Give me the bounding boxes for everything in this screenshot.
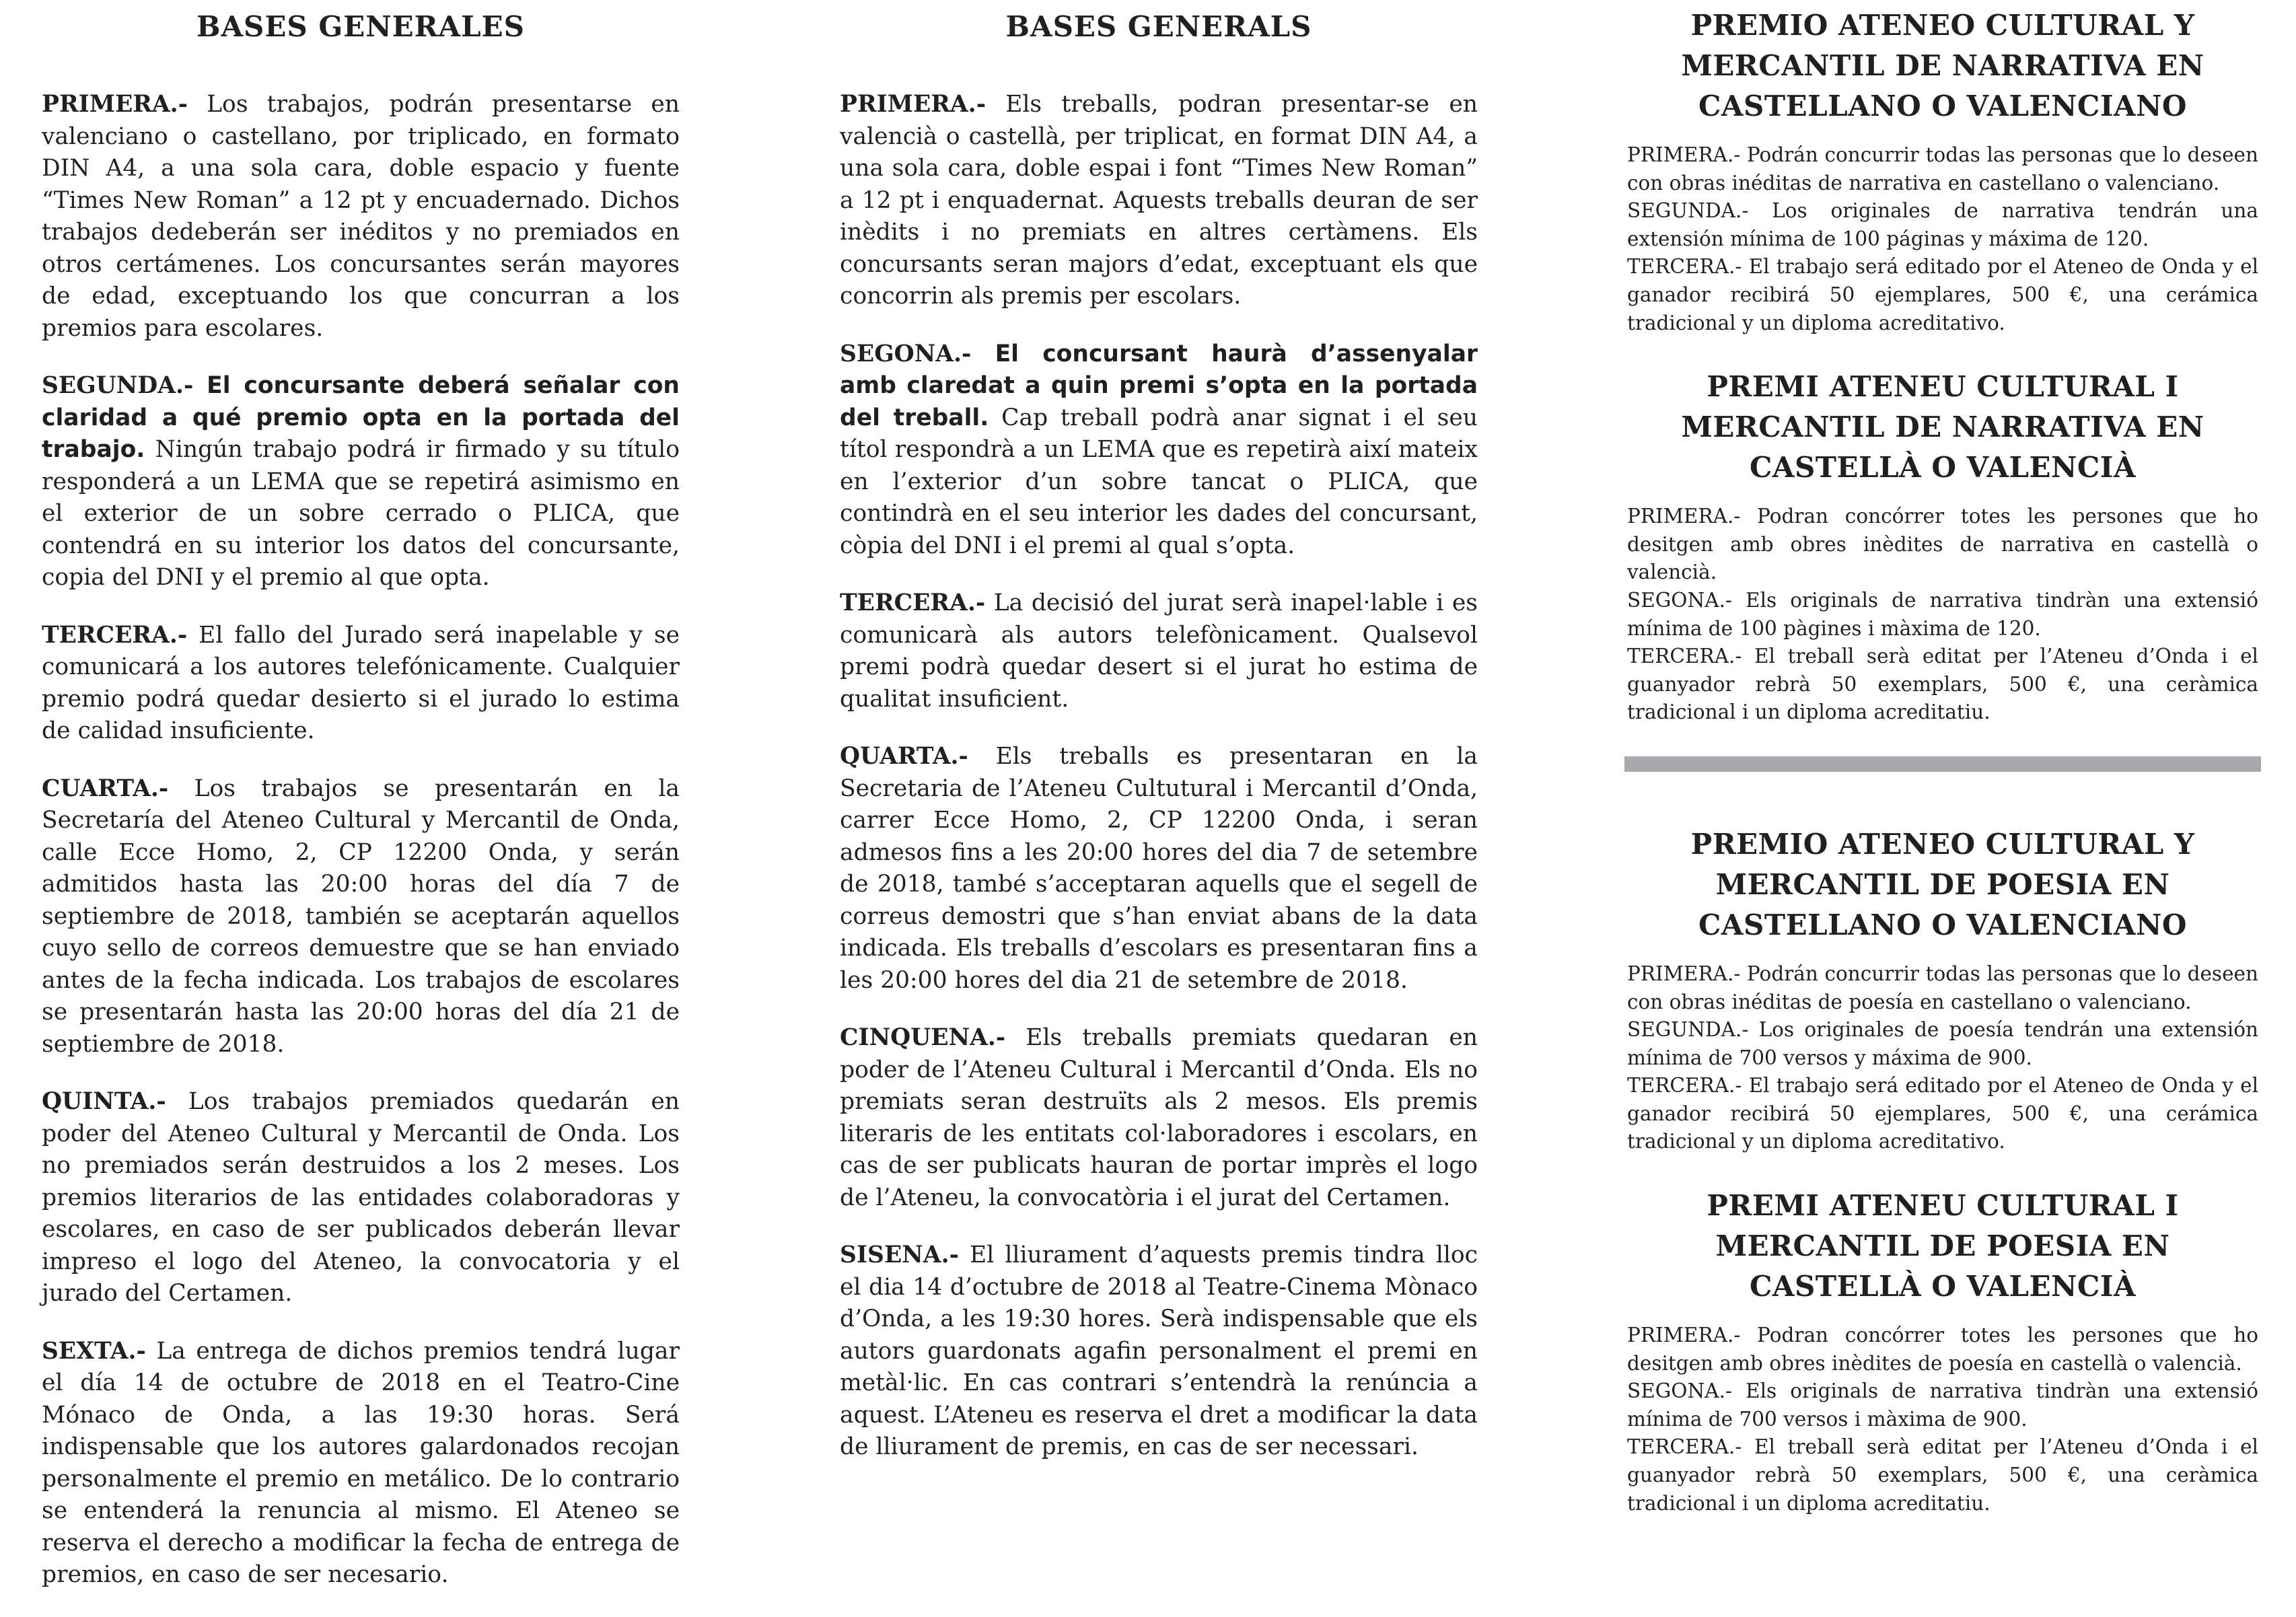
prize-poesia-es bbox=[1627, 824, 2258, 1156]
prize-line: PRIMERA.- Podran concórrer totes les persones que ho desitgen amb obres inèdites de poesía en castellà o valencià. bbox=[1627, 1324, 2258, 1375]
clause-text: Els treballs es presentaran en la Secretaria de l’Ateneu Cultutural i Mercantil d’Onda, carrer Ecce Homo, 2, CP 12200 Onda, i seran admesos fins a les 20:00 hores del dia 7 de setembre de 2018, també s’acceptaran aquells que el segell de correus demostri que s’han enviat abans de la data indicada. Els treballs d’escolars es presentaran fins a les 20:00 hores del dia 21 de setembre de 2018. bbox=[840, 743, 1478, 994]
clause-label: QUARTA.- bbox=[840, 743, 968, 770]
prize-body bbox=[1627, 503, 2258, 727]
clause-text: Els treballs, podran presentar-se en valencià o castellà, per triplicat, en format DIN A4, a una sola cara, doble espai i font “Times New Roman” a 12 pt i enquadernat. Aquests treballs deuran de ser inèdits i no premiats en altres certàmens. Els concursants seran majors d’edat, exceptuant els que concorrin als premis per escolars. bbox=[840, 91, 1478, 310]
clause-label: TERCERA.- bbox=[42, 621, 188, 649]
bases-generals-column bbox=[840, 0, 1478, 1489]
prize-body bbox=[1627, 1322, 2258, 1517]
prize-narrativa-es bbox=[1627, 5, 2258, 337]
prize-line: SEGONA.- Els originals de narrativa tindràn una extensió mínima de 100 pàgines i màxima de 120. bbox=[1627, 588, 2258, 640]
section-divider bbox=[1624, 756, 2261, 772]
clause-label: TERCERA.- bbox=[840, 589, 986, 616]
prize-body bbox=[1627, 960, 2258, 1156]
clause-label: CINQUENA.- bbox=[840, 1024, 1006, 1051]
prize-line: PRIMERA.- Podrán concurrir todas las personas que lo deseen con obras inéditas de narrativa en castellano o valenciano. bbox=[1627, 143, 2258, 194]
clause-segunda bbox=[42, 370, 680, 594]
clause-emphasis: El concursante deberá señalar con claridad a qué premio opta en la portada del trabajo. bbox=[42, 372, 680, 463]
clause-label: PRIMERA.- bbox=[42, 91, 188, 118]
clause-text: El fallo del Jurado será inapelable y se comunicará a los autores telefónicamente. Cualquier premio podrá quedar desierto si el jurado lo estima de calidad insuficiente. bbox=[42, 621, 680, 744]
clause-sexta bbox=[42, 1336, 680, 1591]
prize-poesia-va bbox=[1627, 1186, 2258, 1517]
clause-primera bbox=[840, 89, 1478, 313]
prize-line: TERCERA.- El trabajo será editado por el Ateneo de Onda y el ganador recibirá 50 ejemplares, 500 €, una cerámica tradicional y un diploma acreditativo. bbox=[1627, 1074, 2258, 1153]
prize-title: PREMI ATENEU CULTURAL I MERCANTIL DE POESIA EN CASTELLÀ O VALENCIÀ bbox=[1707, 1189, 2179, 1303]
clause-sisena bbox=[840, 1239, 1478, 1464]
clause-text: Los trabajos, podrán presentarse en valenciano o castellano, por triplicado, en formato DIN A4, a una sola cara, doble espacio y fuente “Times New Roman” a 12 pt y encuadernado. Dichos trabajos dedeberán ser inéditos y no premiados en otros certámenes. Los concursantes serán mayores de edad, exceptuando los que concurran a los premios para escolares. bbox=[42, 91, 680, 342]
clause-tercera bbox=[840, 587, 1478, 715]
clause-text: Los trabajos se presentarán en la Secretaría del Ateneo Cultural y Mercantil de Onda, calle Ecce Homo, 2, CP 12200 Onda, y serán admitidos hasta las 20:00 horas del día 7 de septiembre de 2018, también se aceptarán aquellos cuyo sello de correos demuestre que se han enviado antes de la fecha indicada. Los trabajos de escolares se presentarán hasta las 20:00 horas del día 21 de septiembre de 2018. bbox=[42, 775, 680, 1058]
clause-label: PRIMERA.- bbox=[840, 91, 986, 118]
clause-quinta bbox=[42, 1086, 680, 1310]
prize-line: SEGUNDA.- Los originales de narrativa tendrán una extensión mínima de 100 páginas y máxima de 120. bbox=[1627, 199, 2258, 250]
clause-text: Cap treball podrà anar signat i el seu títol respondrà a un LEMA que es repetirà així mateix en l’exterior d’un sobre tancat o PLICA, que contindrà en el seu interior les dades del concursant, còpia del DNI i el premi al qual s’opta. bbox=[840, 404, 1478, 559]
clause-label: SEGUNDA.- bbox=[42, 372, 194, 399]
prize-body bbox=[1627, 141, 2258, 337]
prize-line: TERCERA.- El trabajo será editado por el Ateneo de Onda y el ganador recibirá 50 ejemplares, 500 €, una cerámica tradicional y un diploma acreditativo. bbox=[1627, 255, 2258, 334]
clause-label: QUINTA.- bbox=[42, 1088, 166, 1115]
clause-text: Ningún trabajo podrá ir firmado y su título responderá a un LEMA que se repetirá asimismo en el exterior de un sobre cerrado o PLICA, que contendrá en su interior los datos del concursante, copia del DNI y el premio al que opta. bbox=[42, 436, 680, 591]
column-title: BASES GENERALES bbox=[196, 10, 526, 43]
clause-tercera bbox=[42, 620, 680, 748]
prize-line: PRIMERA.- Podrán concurrir todas las personas que lo deseen con obras inéditas de poesía en castellano o valenciano. bbox=[1627, 962, 2258, 1013]
clause-primera bbox=[42, 89, 680, 345]
clause-cinquena bbox=[840, 1022, 1478, 1214]
prizes-column bbox=[1627, 0, 2258, 1547]
prize-title: PREMIO ATENEO CULTURAL Y MERCANTIL DE POESIA EN CASTELLANO O VALENCIANO bbox=[1690, 827, 2195, 941]
bases-generales-column bbox=[42, 0, 680, 1617]
clause-quarta bbox=[840, 741, 1478, 997]
prize-line: TERCERA.- El treball serà editat per l’Ateneu d’Onda i el guanyador rebrà 50 exemplars, 500 €, una ceràmica tradicional i un diploma acreditatiu. bbox=[1627, 645, 2258, 724]
clause-label: SEXTA.- bbox=[42, 1337, 146, 1365]
clause-label: CUARTA.- bbox=[42, 775, 169, 802]
prize-title: PREMIO ATENEO CULTURAL Y MERCANTIL DE NARRATIVA EN CASTELLANO O VALENCIANO bbox=[1681, 9, 2204, 122]
prize-line: PRIMERA.- Podran concórrer totes les persones que ho desitgen amb obres inèdites de narrativa en castellà o valencià. bbox=[1627, 505, 2258, 584]
prize-line: SEGONA.- Els originals de narrativa tindràn una extensió mínima de 700 versos i màxima de 900. bbox=[1627, 1379, 2258, 1431]
clause-text: El lliurament d’aquests premis tindra lloc el dia 14 d’octubre de 2018 al Teatre-Cinema Mònaco d’Onda, a les 19:30 hores. Serà indispensable que els autors guardonats agafin personalment el premi en metàl·lic. En cas contrari s’entendrà la renúncia a aquest. L’Ateneu es reserva el dret a modificar la data de lliurament de premis, en cas de ser necessari. bbox=[840, 1242, 1478, 1460]
prize-line: TERCERA.- El treball serà editat per l’Ateneu d’Onda i el guanyador rebrà 50 exemplars, 500 €, una ceràmica tradicional i un diploma acreditatiu. bbox=[1627, 1435, 2258, 1515]
prize-line: SEGUNDA.- Los originales de poesía tendrán una extensión mínima de 700 versos y máxima de 900. bbox=[1627, 1018, 2258, 1069]
clause-label: SEGONA.- bbox=[840, 340, 972, 367]
clause-label: SISENA.- bbox=[840, 1242, 959, 1268]
clause-cuarta bbox=[42, 773, 680, 1061]
clause-text: La decisió del jurat serà inapel·lable i es comunicarà als autors telefònicament. Qualsevol premi podrà quedar desert si el jurat ho estima de qualitat insuficient. bbox=[840, 589, 1478, 713]
prize-title: PREMI ATENEU CULTURAL I MERCANTIL DE NARRATIVA EN CASTELLÀ O VALENCIÀ bbox=[1681, 370, 2204, 484]
clause-segona bbox=[840, 338, 1478, 563]
clause-text: Los trabajos premiados quedarán en poder del Ateneo Cultural y Mercantil de Onda. Los no premiados serán destruidos a los 2 meses. Los premios literarios de las entidades colaboradoras y escolares, en caso de ser publicados deberán llevar impreso el logo del Ateneo, la convocatoria y el jurado del Certamen. bbox=[42, 1088, 680, 1307]
clause-text: Els treballs premiats quedaran en poder de l’Ateneu Cultural i Mercantil d’Onda. Els no premiats seran destruïts als 2 mesos. Els premis literaris de les entitats col·laboradores i escolars, en cas de ser publicats hauran de portar imprès el logo de l’Ateneu, la convocatòria i el jurat del Certamen. bbox=[840, 1024, 1478, 1211]
clause-emphasis: El concursant haurà d’assenyalar amb claredat a quin premi s’opta en la portada del treball. bbox=[840, 340, 1478, 431]
prize-narrativa-va bbox=[1627, 367, 2258, 727]
clause-text: La entrega de dichos premios tendrá lugar el día 14 de octubre de 2018 en el Teatro-Cine Mónaco de Onda, a las 19:30 horas. Será indispensable que los autores galardonados recojan personalmente el premio en metálico. De lo contrario se entenderá la renuncia al mismo. El Ateneo se reserva el derecho a modificar la fecha de entrega de premios, en caso de ser necesario. bbox=[42, 1337, 680, 1588]
column-title: BASES GENERALS bbox=[1005, 10, 1312, 43]
